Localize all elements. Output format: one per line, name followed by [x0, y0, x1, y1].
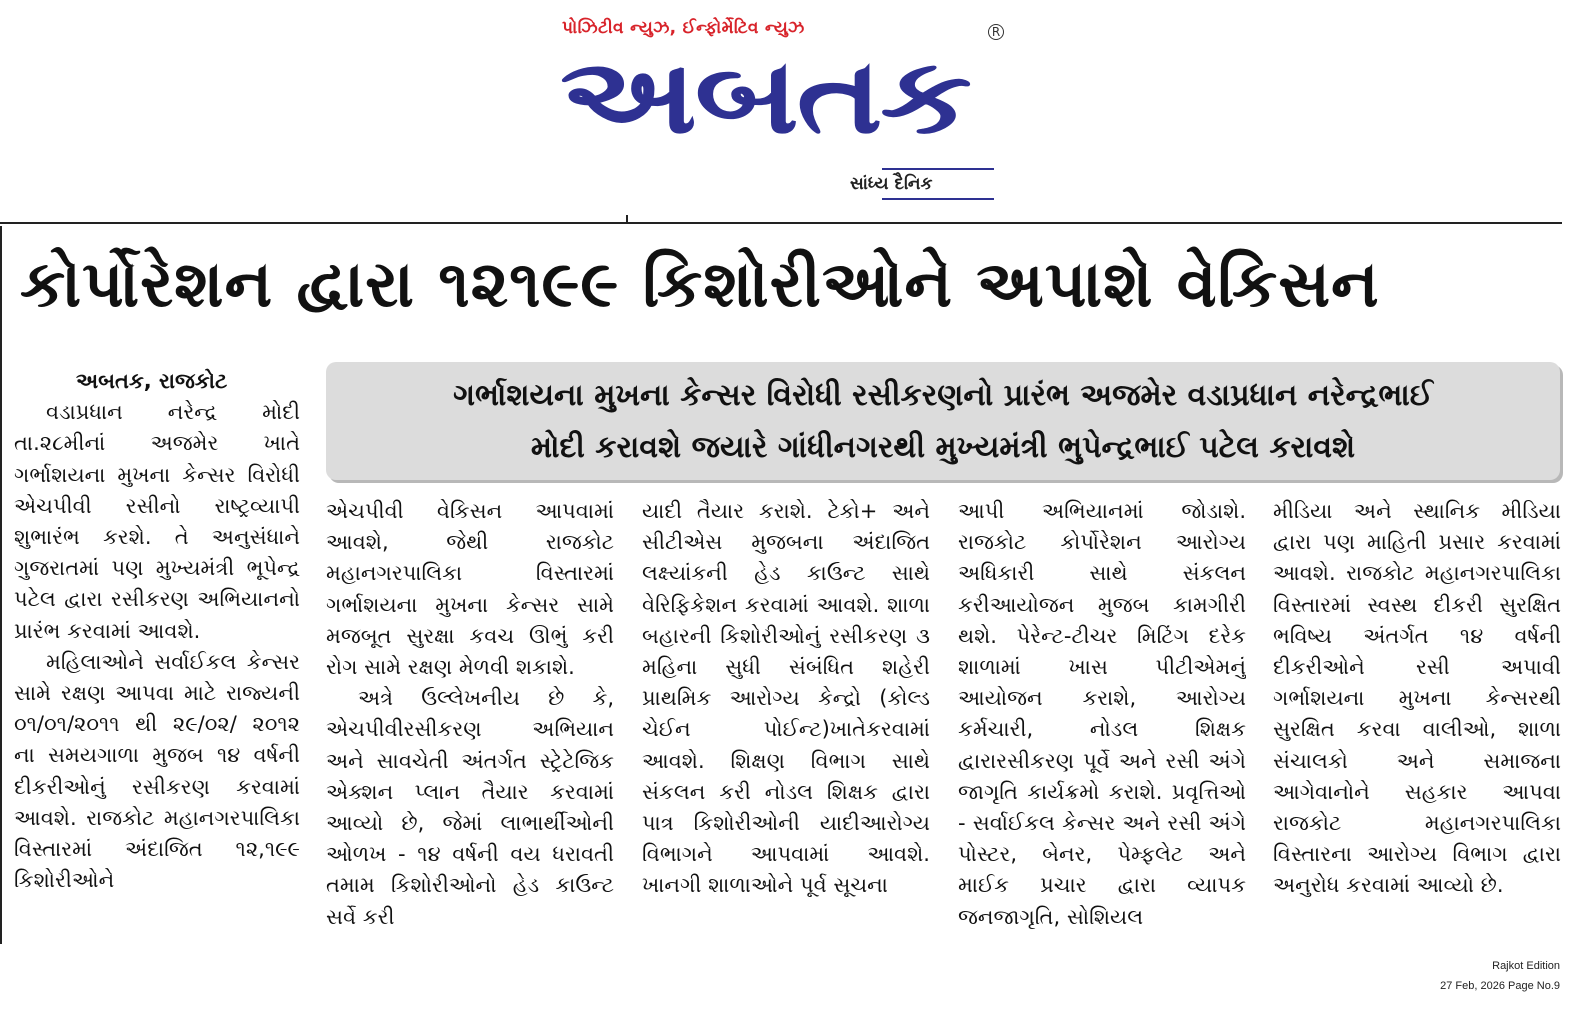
- paragraph: અત્રે ઉલ્લેખનીય છે કે, એચપીવીરસીકરણ અભિયાન અને સાવચેતી અંતર્ગત સ્ટ્રેટેજિક એક્શન પ્લાન તૈયાર કરવામાં આવ્યો છે, જેમાં લાભાર્થીઓની ઓળખ - ૧૪ વર્ષની વય ધરાવતી તમામ કિશોરીઓનો હેડ કાઉન્ટ સર્વે કરી: [326, 686, 614, 929]
- headline: કોર્પોરેશન દ્વારા ૧૨૧૯૯ કિશોરીઓને અપાશે વેકિસન: [20, 248, 1380, 322]
- deck-line-1: ગર્ભાશયના મુખના કેન્સર વિરોધી રસીકરણનો પ્રારંભ અજમેર વડાપ્રધાન નરેન્દ્રભાઈ: [453, 378, 1433, 413]
- masthead-subtitle: સાંધ્ય દૈનિક: [850, 174, 933, 194]
- deck-box: [326, 362, 1560, 480]
- paragraph: મીડિયા અને સ્થાનિક મીડિયા દ્વારા પણ માહિતી પ્રસાર કરવામાં આવશે. રાજકોટ મહાનગરપાલિકા વિસ્તારમાં સ્વસ્થ દીકરી સુરક્ષિત ભવિષ્ય અંતર્ગત ૧૪ વર્ષની દીકરીઓને રસી અપાવી ગર્ભાશયના મુખના કેન્સરથી સુરક્ષિત કરવા વાલીઓ, શાળા સંચાલકો અને સમાજના આગેવાનોને સહકાર આપવા રાજકોટ મહાનગરપાલિકા વિસ્તારના આરોગ્ય વિભાગ દ્વારા અનુરોધ કરવામાં આવ્યો છે.: [1273, 499, 1561, 898]
- newspaper-logo: અબતક: [560, 35, 970, 157]
- subtitle-rule-top: [882, 168, 994, 170]
- paragraph: એચપીવી વેકિસન આપવામાં આવશે, જેથી રાજકોટ મહાનગરપાલિકા વિસ્તારમાં ગર્ભાશયના મુખના કેન્સર સામે મજબૂત સુરક્ષા કવચ ઊભું કરી રોગ સામે રક્ષણ મેળવી શકાશે.: [326, 499, 614, 680]
- edition-label: Rajkot Edition: [1492, 960, 1560, 972]
- masthead: [560, 18, 1010, 203]
- subtitle-rule-bottom: [882, 198, 994, 200]
- paragraph: યાદી તૈયાર કરાશે. ટેકો+ અને સીટીએસ મુજબના અંદાજિત લક્ષ્યાંકની હેડ કાઉન્ટ સાથે વેરિફિકેશન કરવામાં આવશે. શાળા બહારની કિશોરીઓનું રસીકરણ ૩ મહિના સુધી સંબંધિત શહેરી પ્રાથમિક આરોગ્ય કેન્દ્રો (કોલ્ડ ચેઈન પોઈન્ટ)ખાતેકરવામાં આવશે. શિક્ષણ વિભાગ સાથે સંકલન કરી નોડલ શિક્ષક દ્વારા પાત્ર કિશોરીઓની યાદીઆરોગ્ય વિભાગને આપવામાં આવશે. ખાનગી શાળાઓને પૂર્વ સૂચના: [642, 499, 930, 898]
- edition-footer: [1440, 956, 1560, 996]
- article-column-5: [1273, 496, 1561, 946]
- deck-line-2: મોદી કરાવશે જયારે ગાંધીનગરથી મુખ્યમંત્રી ભુપેન્દ્રભાઈ પટેલ કરાવશે: [530, 430, 1356, 465]
- article-column-4: [958, 496, 1246, 946]
- registered-mark: R: [988, 24, 1004, 40]
- article-column-1: [14, 366, 300, 946]
- paragraph: મહિલાઓને સર્વાઈકલ કેન્સર સામે રક્ષણ આપવા માટે રાજ્યની ૦૧/૦૧/૨૦૧૧ થી ૨૯/૦૨/ ૨૦૧૨ ના સમયગાળા મુજબ ૧૪ વર્ષની દીકરીઓનું રસીકરણ કરવામાં આવશે. રાજકોટ મહાનગરપાલિકા વિસ્તારમાં અંદાજિત ૧૨,૧૯૯ કિશોરીઓને: [14, 649, 300, 893]
- masthead-divider: [0, 222, 1562, 224]
- date-page-label: 27 Feb, 2026 Page No.9: [1440, 980, 1560, 992]
- paragraph: વડાપ્રધાન નરેન્દ્ર મોદી તા.૨૮મીનાં અજમેર ખાતે ગર્ભાશયના મુખના કેન્સર વિરોધી એચપીવી રસીનો રાષ્ટ્રવ્યાપી શુભારંભ કરશે. તે અનુસંધાને ગુજરાતમાં પણ મુખ્યમંત્રી ભૂપેન્દ્ર પટેલ દ્વારા રસીકરણ અભિયાનનો પ્રારંભ કરવામાં આવશે.: [14, 400, 300, 643]
- divider-tick: [626, 215, 628, 223]
- article-column-3: [642, 496, 930, 946]
- article-column-2: [326, 496, 614, 946]
- masthead-tagline: પોઝિટીવ ન્યુઝ, ઈન્ફોર્મેટિવ ન્યુઝ: [562, 18, 805, 38]
- paragraph: આપી અભિયાનમાં જોડાશે. રાજકોટ કોર્પોરેશન આરોગ્ય અધિકારી સાથે સંકલન કરીઆયોજન મુજબ કામગીરી થશે. પેરેન્ટ-ટીચર મિટિંગ દરેક શાળામાં ખાસ પીટીએમનું આયોજન કરાશે, આરોગ્ય કર્મચારી, નોડલ શિક્ષક દ્વારારસીકરણ પૂર્વે અને રસી અંગે જાગૃતિ કાર્યક્રમો કરાશે. પ્રવૃત્તિઓ - સર્વાઈકલ કેન્સર અને રસી અંગે પોસ્ટર, બેનર, પેમ્ફલેટ અને માઈક પ્રચાર દ્વારા વ્યાપક જનજાગૃતિ, સોશિયલ: [958, 499, 1246, 929]
- byline: અબતક, રાજકોટ: [76, 369, 228, 393]
- left-border: [0, 226, 2, 944]
